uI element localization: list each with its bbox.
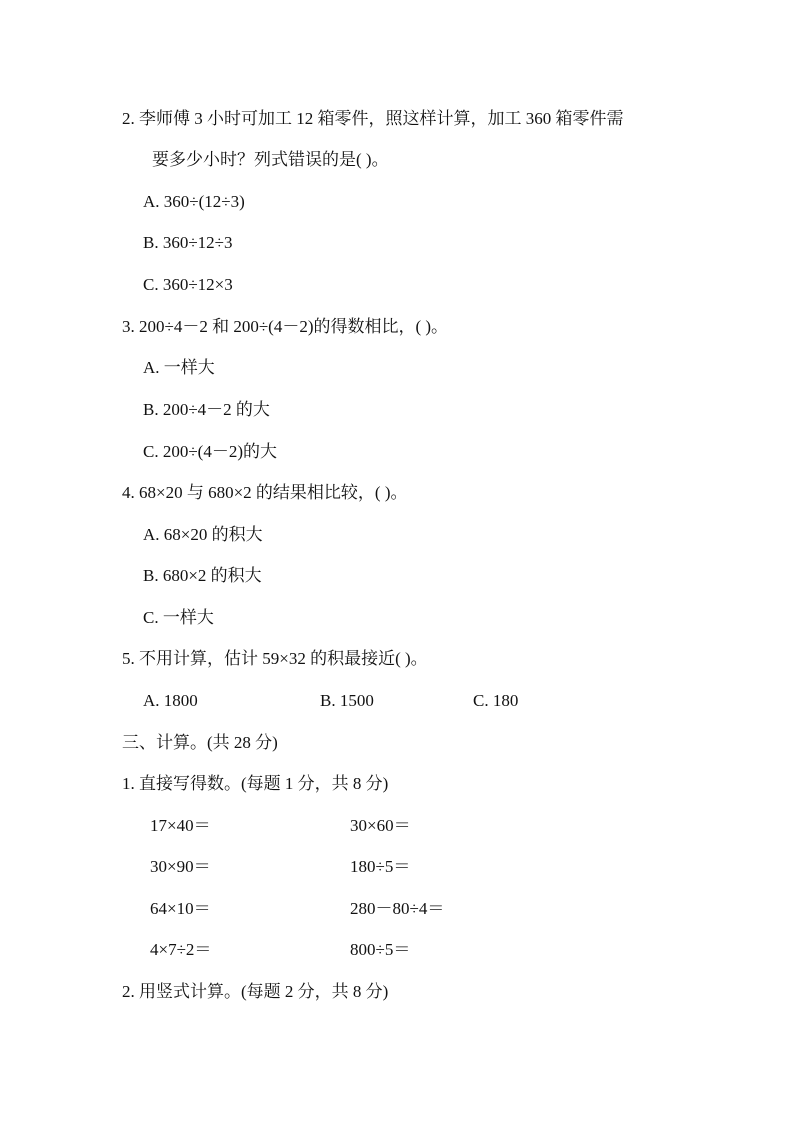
calc-item-4: 180÷5＝ [350,857,411,876]
calc-item-2: 30×60＝ [350,816,411,835]
question-2-option-a[interactable]: A. 360÷(12÷3) [143,192,245,211]
calc-item-6: 280－80÷4＝ [350,899,445,918]
question-4-line-1: 4. 68×20 与 680×2 的结果相比较，( )。 [122,483,408,502]
section-3-q1-title: 1. 直接写得数。(每题 1 分，共 8 分) [122,774,389,793]
calc-item-1: 17×40＝ [150,816,211,835]
question-5-line-1: 5. 不用计算，估计 59×32 的积最接近( )。 [122,649,428,668]
question-5-option-a[interactable]: A. 1800 [143,691,198,710]
question-3-option-b[interactable]: B. 200÷4－2 的大 [143,400,270,419]
question-2-option-c[interactable]: C. 360÷12×3 [143,275,233,294]
calc-item-3: 30×90＝ [150,857,211,876]
question-4-option-c[interactable]: C. 一样大 [143,608,214,627]
calc-item-7: 4×7÷2＝ [150,940,212,959]
question-2-line-2: 要多少小时？列式错误的是( )。 [152,150,389,169]
question-3-line-1: 3. 200÷4－2 和 200÷(4－2)的得数相比，( )。 [122,317,449,336]
calc-item-8: 800÷5＝ [350,940,411,959]
question-2-line-1: 2. 李师傅 3 小时可加工 12 箱零件，照这样计算，加工 360 箱零件需 [122,109,624,128]
question-4-option-a[interactable]: A. 68×20 的积大 [143,525,263,544]
question-2-option-b[interactable]: B. 360÷12÷3 [143,233,233,252]
section-3-q2-title: 2. 用竖式计算。(每题 2 分，共 8 分) [122,982,389,1001]
question-5-option-c[interactable]: C. 180 [473,691,519,710]
section-3-title: 三、计算。(共 28 分) [122,733,278,752]
calc-item-5: 64×10＝ [150,899,211,918]
question-5-option-b[interactable]: B. 1500 [320,691,374,710]
question-4-option-b[interactable]: B. 680×2 的积大 [143,566,262,585]
question-3-option-c[interactable]: C. 200÷(4－2)的大 [143,442,277,461]
question-3-option-a[interactable]: A. 一样大 [143,358,215,377]
